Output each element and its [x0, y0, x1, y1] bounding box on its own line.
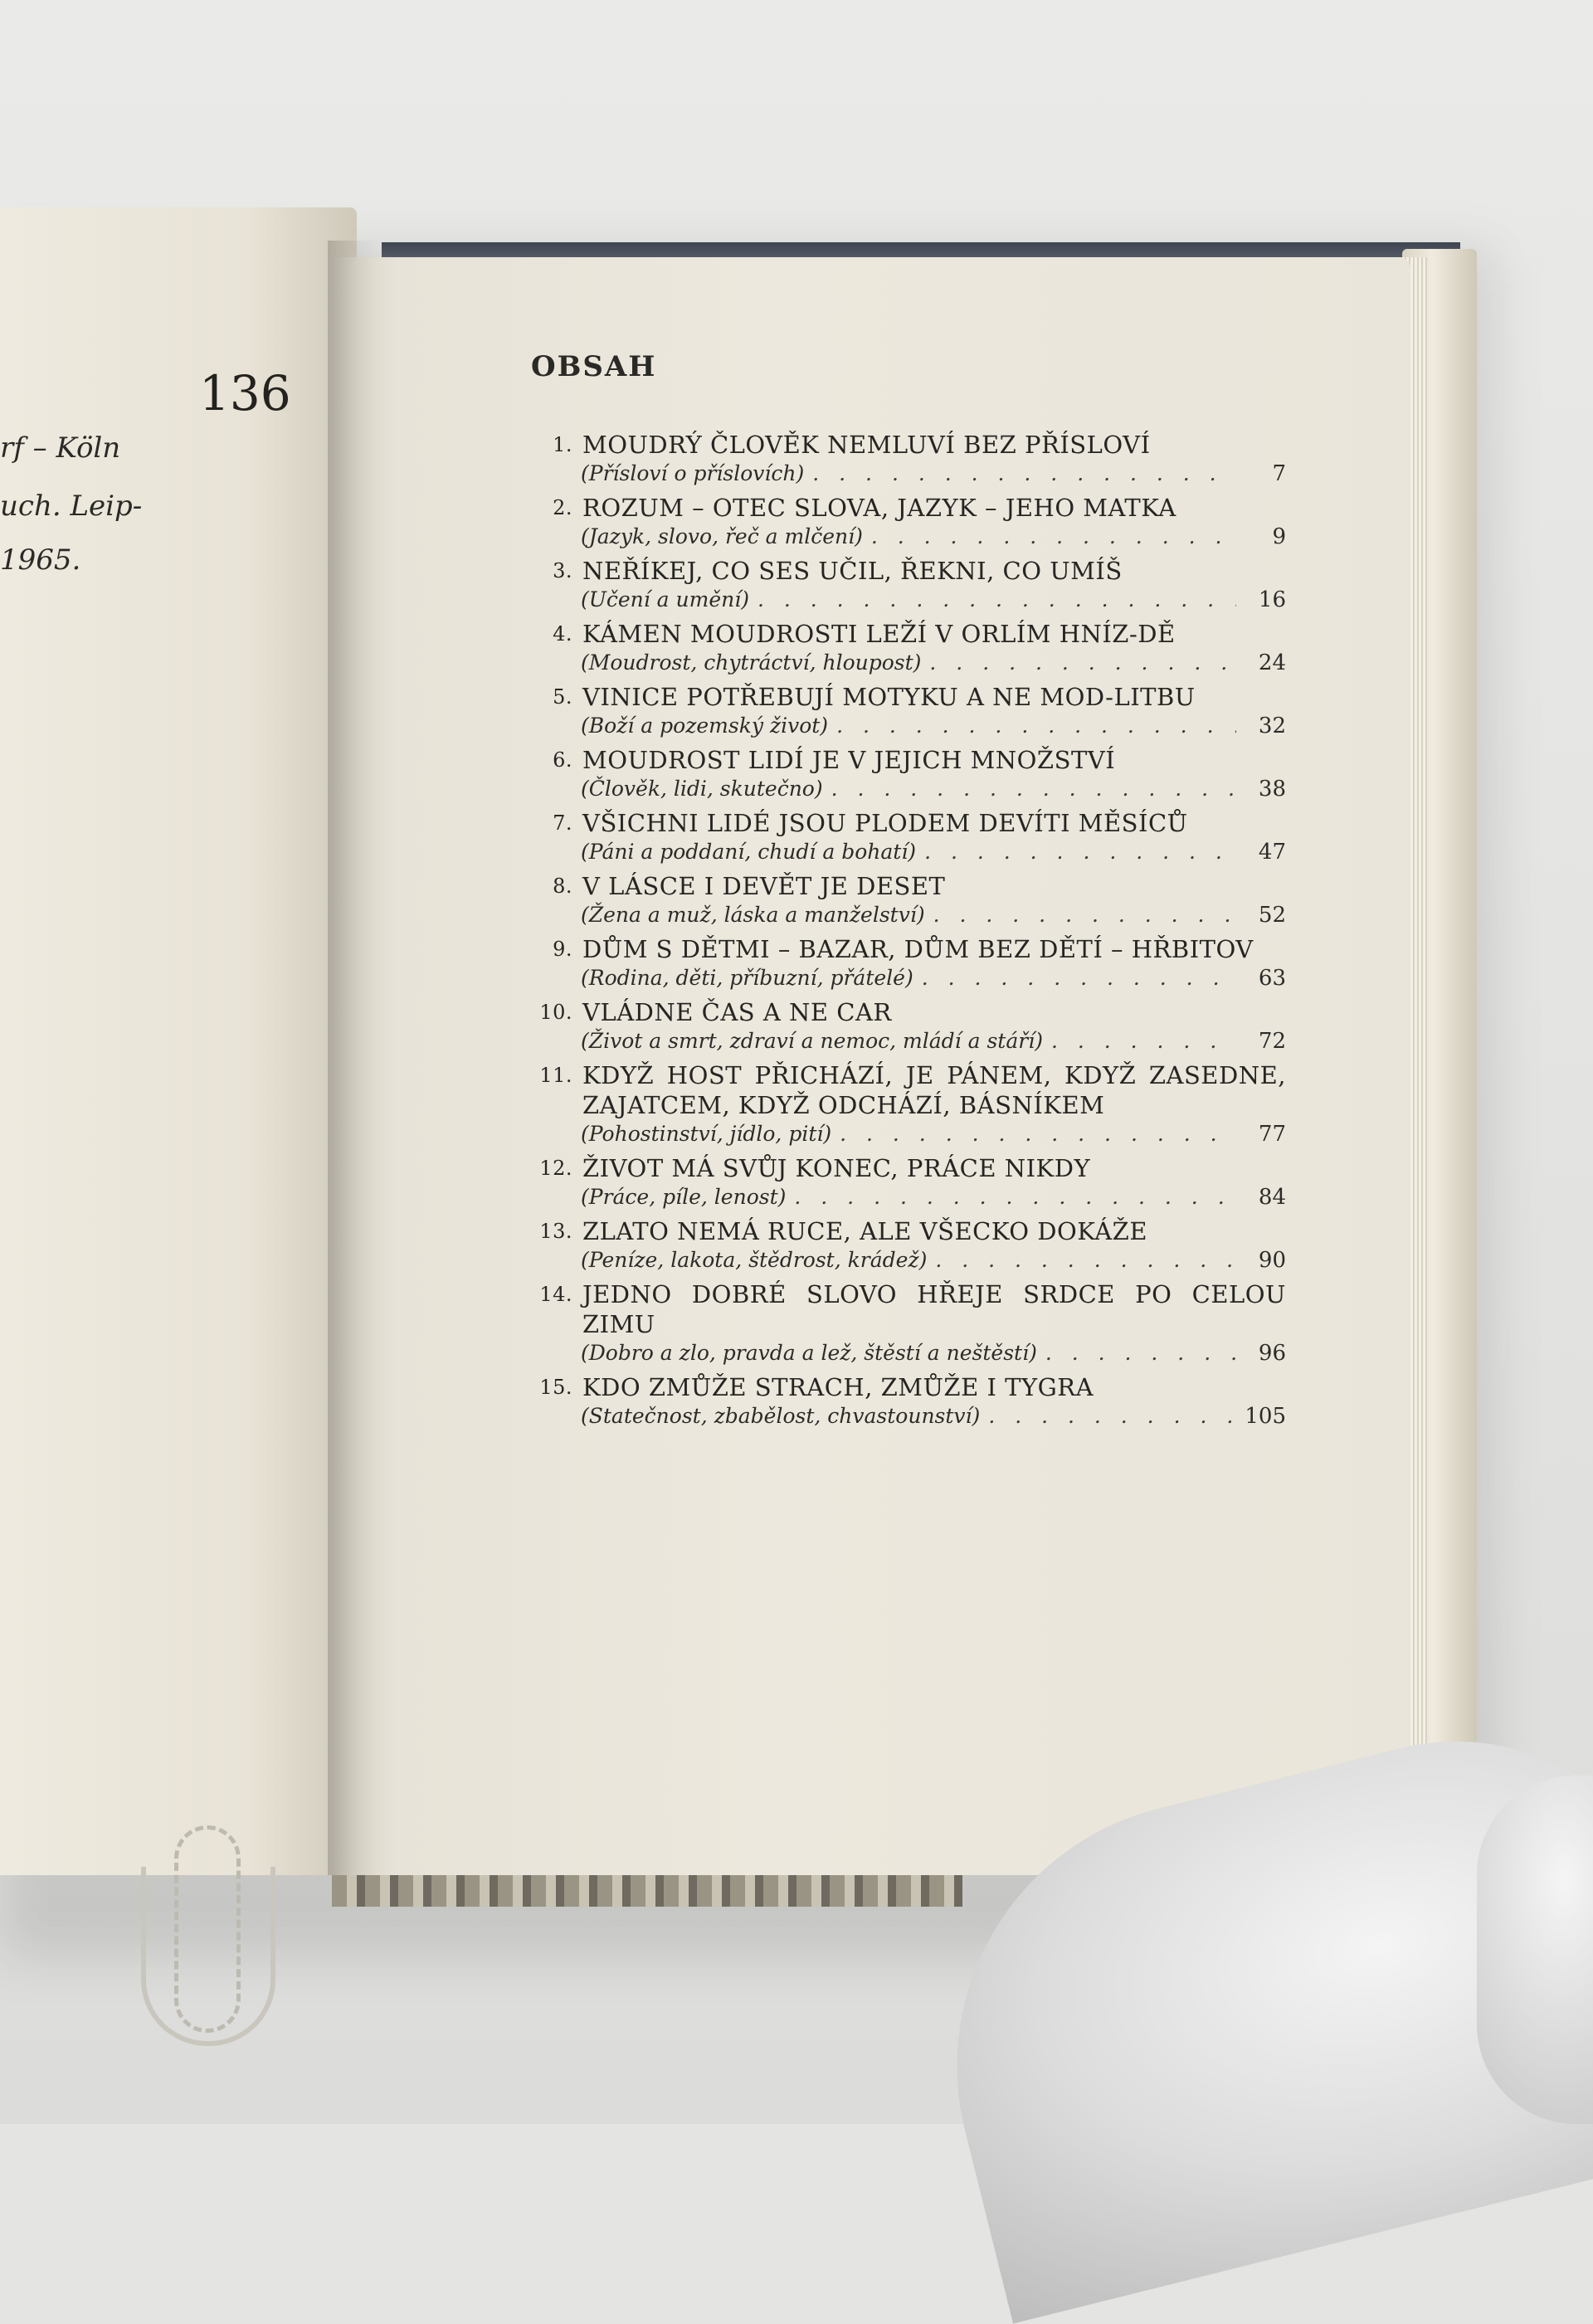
dot-leader	[1051, 1027, 1236, 1055]
toc-entry-subtitle: (Jazyk, slovo, řeč a mlčení)	[581, 524, 863, 548]
dot-leader	[1045, 1339, 1236, 1367]
toc-heading: OBSAH	[531, 350, 657, 383]
toc-entry-number: 8.	[553, 875, 572, 898]
bookmark-ribbon-strand	[174, 1825, 241, 2033]
toc-entry-subtitle: (Rodina, děti, příbuzní, přátelé)	[581, 966, 913, 990]
toc-entry-title: VŠICHNI LIDÉ JSOU PLODEM DEVÍTI MĚSÍCŮ	[582, 809, 1188, 837]
toc-entry-title: MOUDROST LIDÍ JE V JEJICH MNOŽSTVÍ	[582, 746, 1116, 774]
toc-entry	[523, 745, 1286, 803]
toc-entry-page: 96	[1258, 1341, 1286, 1366]
toc-entry-title: KÁMEN MOUDROSTI LEŽÍ V ORLÍM HNÍZ-DĚ	[582, 620, 1176, 648]
dot-leader	[922, 964, 1236, 992]
toc-entry-number: 5.	[553, 685, 572, 709]
dot-leader	[794, 1183, 1236, 1211]
toc-entry	[523, 1279, 1286, 1367]
dot-leader	[831, 775, 1236, 803]
dot-leader	[988, 1402, 1236, 1430]
toc-entry	[523, 619, 1286, 677]
toc-entry-page: 52	[1258, 903, 1286, 928]
toc-entry-number: 9.	[553, 938, 572, 961]
toc-entry-title: V LÁSCE I DEVĚT JE DESET	[582, 872, 946, 900]
toc-entry-subtitle: (Žena a muž, láska a manželství)	[581, 903, 925, 927]
toc-entry-page: 77	[1258, 1122, 1286, 1147]
toc-entry-subtitle: (Pohostinství, jídlo, pití)	[581, 1122, 832, 1146]
toc-entry-number: 12.	[539, 1157, 572, 1180]
dot-leader	[758, 586, 1236, 614]
toc-entry	[523, 997, 1286, 1055]
toc-entry-number: 10.	[539, 1001, 572, 1024]
table-of-contents	[523, 430, 1286, 1435]
toc-entry-title: DŮM S DĚTMI – BAZAR, DŮM BEZ DĚTÍ – HŘBITOV	[582, 935, 1254, 963]
toc-entry-subtitle: (Člověk, lidi, skutečno)	[581, 777, 823, 801]
dot-leader	[933, 901, 1236, 929]
left-page-line: rf – Köln	[0, 431, 121, 465]
toc-entry	[523, 493, 1286, 551]
toc-entry-page: 38	[1258, 777, 1286, 801]
toc-entry-number: 1.	[553, 433, 572, 456]
toc-entry-subtitle: (Páni a poddaní, chudí a bohatí)	[581, 840, 917, 864]
toc-entry-subtitle: (Učení a umění)	[581, 587, 749, 611]
toc-entry-title: NEŘÍKEJ, CO SES UČIL, ŘEKNI, CO UMÍŠ	[582, 557, 1123, 585]
toc-entry-page: 105	[1245, 1404, 1286, 1429]
toc-entry-page: 72	[1258, 1029, 1286, 1054]
toc-entry-page: 47	[1258, 840, 1286, 865]
left-page-number: 136	[199, 365, 291, 421]
toc-entry-subtitle: (Boží a pozemský život)	[581, 714, 829, 738]
book-gutter	[328, 241, 378, 1875]
toc-entry	[523, 808, 1286, 866]
toc-entry-number: 4.	[553, 622, 572, 646]
toc-entry	[523, 1153, 1286, 1211]
toc-entry-subtitle: (Dobro a zlo, pravda a lež, štěstí a neštěstí)	[581, 1341, 1037, 1365]
dot-leader	[935, 1246, 1236, 1274]
toc-entry-title: ŽIVOT MÁ SVŮJ KONEC, PRÁCE NIKDY	[582, 1154, 1091, 1182]
left-page-line: uch. Leip-	[0, 490, 143, 523]
toc-entry-number: 7.	[553, 811, 572, 835]
toc-entry	[523, 1060, 1286, 1148]
toc-entry-title: KDYŽ HOST PŘICHÁZÍ, JE PÁNEM, KDYŽ ZASEDNE, ZAJATCEM, KDYŽ ODCHÁZÍ, BÁSNÍKEM	[582, 1061, 1286, 1119]
toc-entry-page: 16	[1258, 587, 1286, 612]
dot-leader	[871, 523, 1236, 551]
toc-entry-number: 11.	[539, 1064, 572, 1087]
toc-entry-subtitle: (Statečnost, zbabělost, chvastounství)	[581, 1404, 981, 1428]
toc-entry	[523, 934, 1286, 992]
toc-entry	[523, 1372, 1286, 1430]
toc-entry-title: ZLATO NEMÁ RUCE, ALE VŠECKO DOKÁŽE	[582, 1217, 1147, 1245]
toc-entry	[523, 430, 1286, 488]
toc-entry-page: 24	[1258, 650, 1286, 675]
dot-leader	[924, 838, 1236, 866]
toc-entry-subtitle: (Moudrost, chytráctví, hloupost)	[581, 650, 922, 675]
toc-entry-page: 84	[1258, 1185, 1286, 1210]
toc-entry	[523, 871, 1286, 929]
toc-entry-number: 15.	[539, 1376, 572, 1399]
toc-entry-page: 9	[1272, 524, 1286, 549]
toc-entry-page: 7	[1272, 461, 1286, 486]
dot-leader	[836, 712, 1236, 740]
dot-leader	[812, 460, 1236, 488]
toc-entry-subtitle: (Život a smrt, zdraví a nemoc, mládí a stáří)	[581, 1029, 1043, 1053]
toc-entry-title: MOUDRÝ ČLOVĚK NEMLUVÍ BEZ PŘÍSLOVÍ	[582, 431, 1151, 459]
dot-leader	[929, 649, 1236, 677]
toc-entry-number: 2.	[553, 496, 572, 519]
toc-entry-page: 32	[1258, 714, 1286, 738]
toc-entry-subtitle: (Přísloví o příslovích)	[581, 461, 805, 485]
toc-entry-number: 14.	[539, 1283, 572, 1306]
toc-entry-subtitle: (Práce, píle, lenost)	[581, 1185, 787, 1209]
toc-entry	[523, 1216, 1286, 1274]
toc-entry-title: VINICE POTŘEBUJÍ MOTYKU A NE MOD-LITBU	[582, 683, 1196, 711]
glove-thumb	[1477, 1776, 1593, 2124]
toc-entry-page: 90	[1258, 1248, 1286, 1273]
dot-leader	[840, 1120, 1236, 1148]
toc-entry-title: VLÁDNE ČAS A NE CAR	[582, 998, 892, 1026]
toc-entry-subtitle: (Peníze, lakota, štědrost, krádež)	[581, 1248, 928, 1272]
toc-entry-title: JEDNO DOBRÉ SLOVO HŘEJE SRDCE PO CELOU ZIMU	[582, 1280, 1286, 1338]
toc-entry-title: KDO ZMŮŽE STRACH, ZMŮŽE I TYGRA	[582, 1373, 1094, 1401]
toc-entry-title: ROZUM – OTEC SLOVA, JAZYK – JEHO MATKA	[582, 494, 1176, 522]
toc-entry-number: 6.	[553, 748, 572, 772]
toc-entry	[523, 682, 1286, 740]
left-page-line: 1965.	[0, 543, 81, 577]
toc-entry	[523, 556, 1286, 614]
toc-entry-number: 13.	[539, 1220, 572, 1243]
toc-entry-number: 3.	[553, 559, 572, 582]
toc-entry-page: 63	[1258, 966, 1286, 991]
